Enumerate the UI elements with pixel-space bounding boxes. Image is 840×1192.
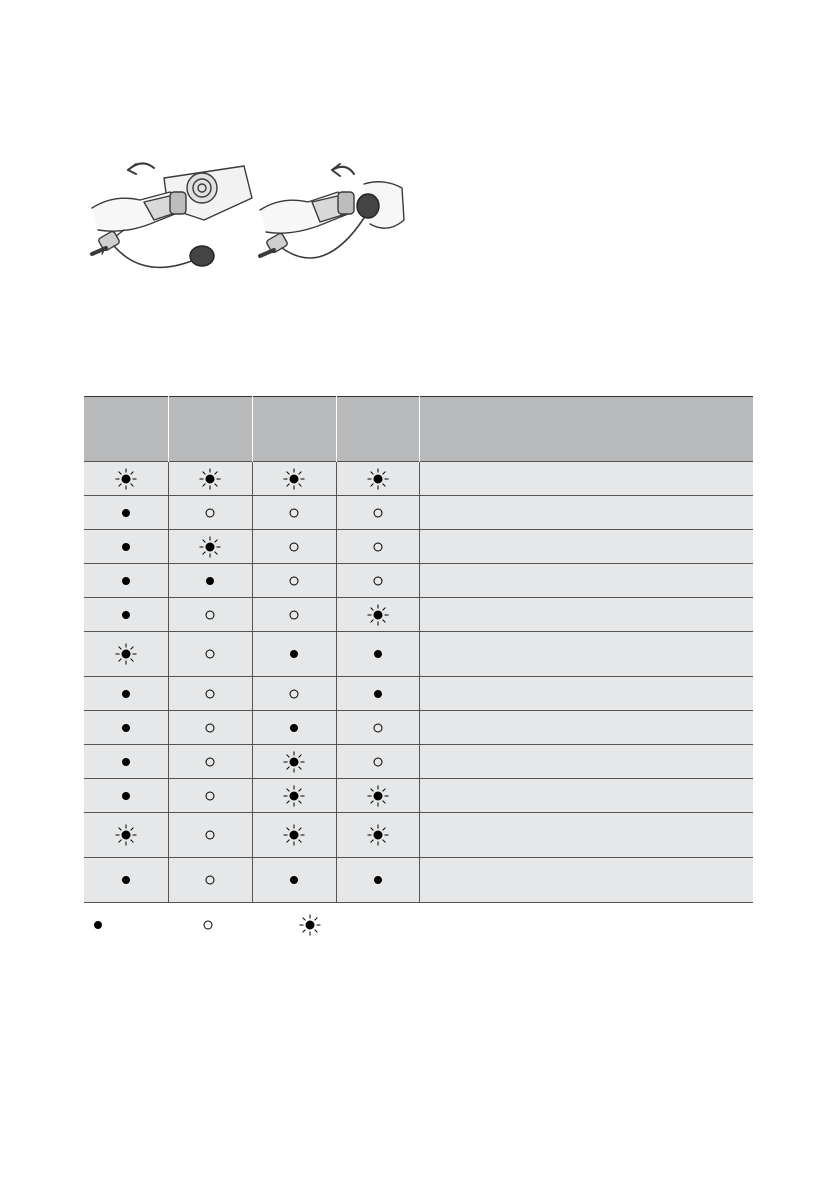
led-cell-4 <box>336 813 419 858</box>
flashing-sun-icon <box>366 784 390 808</box>
filled-dot-icon <box>114 716 138 740</box>
led-cell-3 <box>252 858 336 903</box>
table-row <box>84 858 753 903</box>
header-led-4 <box>336 397 419 462</box>
led-cell-4 <box>336 858 419 903</box>
led-cell-1 <box>84 598 168 632</box>
led-cell-2 <box>168 677 252 711</box>
hollow-dot-icon <box>196 913 220 937</box>
description-cell <box>419 462 753 496</box>
led-cell-2 <box>168 632 252 677</box>
led-cell-2 <box>168 858 252 903</box>
table-row <box>84 813 753 858</box>
filled-dot-icon <box>114 603 138 627</box>
hand-cap-right <box>357 182 404 228</box>
flashing-sun-icon <box>114 642 138 666</box>
filled-dot-icon <box>282 716 306 740</box>
hollow-dot-icon <box>198 716 222 740</box>
cap-left <box>190 246 214 266</box>
hollow-dot-icon <box>198 784 222 808</box>
hollow-dot-icon <box>198 823 222 847</box>
led-cell-1 <box>84 813 168 858</box>
hollow-dot-icon <box>366 716 390 740</box>
led-cell-1 <box>84 530 168 564</box>
header-description <box>419 397 753 462</box>
led-cell-4 <box>336 632 419 677</box>
hollow-dot-icon <box>282 603 306 627</box>
hollow-dot-icon <box>198 603 222 627</box>
flashing-sun-icon <box>114 823 138 847</box>
table-row <box>84 496 753 530</box>
led-legend <box>84 913 484 937</box>
filled-dot-icon <box>114 501 138 525</box>
led-cell-2 <box>168 496 252 530</box>
filled-dot-icon <box>366 682 390 706</box>
flashing-sun-icon <box>366 603 390 627</box>
filled-dot-icon <box>114 784 138 808</box>
led-cell-4 <box>336 496 419 530</box>
table-row <box>84 564 753 598</box>
legend-flashing-icon <box>298 913 322 937</box>
led-cell-2 <box>168 598 252 632</box>
flashing-sun-icon <box>282 467 306 491</box>
led-cell-4 <box>336 462 419 496</box>
led-cell-3 <box>252 598 336 632</box>
table-row <box>84 779 753 813</box>
description-cell <box>419 779 753 813</box>
led-cell-1 <box>84 677 168 711</box>
hollow-dot-icon <box>366 750 390 774</box>
filled-dot-icon <box>114 535 138 559</box>
table-row <box>84 462 753 496</box>
flashing-sun-icon <box>282 823 306 847</box>
flashing-sun-icon <box>298 913 322 937</box>
hollow-dot-icon <box>198 642 222 666</box>
description-cell <box>419 677 753 711</box>
led-cell-3 <box>252 677 336 711</box>
led-cell-3 <box>252 564 336 598</box>
flashing-sun-icon <box>198 535 222 559</box>
description-cell <box>419 813 753 858</box>
led-cell-3 <box>252 779 336 813</box>
led-cell-1 <box>84 564 168 598</box>
led-cell-2 <box>168 745 252 779</box>
led-cell-2 <box>168 530 252 564</box>
led-cell-1 <box>84 711 168 745</box>
table-row <box>84 598 753 632</box>
legend-on-icon <box>86 913 110 937</box>
table-row <box>84 530 753 564</box>
led-cell-4 <box>336 564 419 598</box>
filled-dot-icon <box>366 642 390 666</box>
header-led-1 <box>84 397 168 462</box>
legend-off-icon <box>196 913 220 937</box>
hollow-dot-icon <box>282 535 306 559</box>
flashing-sun-icon <box>366 467 390 491</box>
hollow-dot-icon <box>366 569 390 593</box>
led-cell-4 <box>336 530 419 564</box>
description-cell <box>419 745 753 779</box>
hollow-dot-icon <box>366 535 390 559</box>
led-cell-1 <box>84 462 168 496</box>
table-row <box>84 632 753 677</box>
connector-removal-illustration <box>84 150 408 276</box>
led-cell-3 <box>252 711 336 745</box>
hollow-dot-icon <box>282 682 306 706</box>
cable-left <box>114 246 194 267</box>
led-cell-1 <box>84 779 168 813</box>
description-cell <box>419 858 753 903</box>
led-cell-2 <box>168 779 252 813</box>
led-cell-4 <box>336 711 419 745</box>
header-led-2 <box>168 397 252 462</box>
description-cell <box>419 598 753 632</box>
filled-dot-icon <box>114 750 138 774</box>
led-cell-3 <box>252 745 336 779</box>
led-cell-2 <box>168 711 252 745</box>
description-cell <box>419 564 753 598</box>
flashing-sun-icon <box>198 467 222 491</box>
flashing-sun-icon <box>282 750 306 774</box>
filled-dot-icon <box>114 682 138 706</box>
description-cell <box>419 711 753 745</box>
filled-dot-icon <box>282 868 306 892</box>
description-cell <box>419 496 753 530</box>
filled-dot-icon <box>366 868 390 892</box>
filled-dot-icon <box>198 569 222 593</box>
filled-dot-icon <box>114 569 138 593</box>
led-cell-2 <box>168 462 252 496</box>
led-cell-2 <box>168 813 252 858</box>
led-cell-3 <box>252 462 336 496</box>
led-cell-3 <box>252 530 336 564</box>
flashing-sun-icon <box>366 823 390 847</box>
filled-dot-icon <box>86 913 110 937</box>
led-cell-3 <box>252 813 336 858</box>
table-header-row <box>84 397 753 462</box>
led-cell-2 <box>168 564 252 598</box>
led-cell-4 <box>336 745 419 779</box>
description-cell <box>419 530 753 564</box>
flashing-sun-icon <box>282 784 306 808</box>
header-led-3 <box>252 397 336 462</box>
led-cell-1 <box>84 496 168 530</box>
led-cell-1 <box>84 632 168 677</box>
led-cell-1 <box>84 858 168 903</box>
filled-dot-icon <box>282 642 306 666</box>
hollow-dot-icon <box>282 569 306 593</box>
led-cell-3 <box>252 632 336 677</box>
table-row <box>84 711 753 745</box>
flashing-sun-icon <box>114 467 138 491</box>
hollow-dot-icon <box>282 501 306 525</box>
description-cell <box>419 632 753 677</box>
led-cell-4 <box>336 598 419 632</box>
table-row <box>84 745 753 779</box>
filled-dot-icon <box>114 868 138 892</box>
led-status-table <box>84 396 753 903</box>
led-cell-4 <box>336 779 419 813</box>
hollow-dot-icon <box>198 750 222 774</box>
hollow-dot-icon <box>198 868 222 892</box>
led-cell-4 <box>336 677 419 711</box>
table-row <box>84 677 753 711</box>
hollow-dot-icon <box>366 501 390 525</box>
hand-plug-left <box>92 192 186 254</box>
led-cell-3 <box>252 496 336 530</box>
hollow-dot-icon <box>198 682 222 706</box>
hollow-dot-icon <box>198 501 222 525</box>
led-cell-1 <box>84 745 168 779</box>
